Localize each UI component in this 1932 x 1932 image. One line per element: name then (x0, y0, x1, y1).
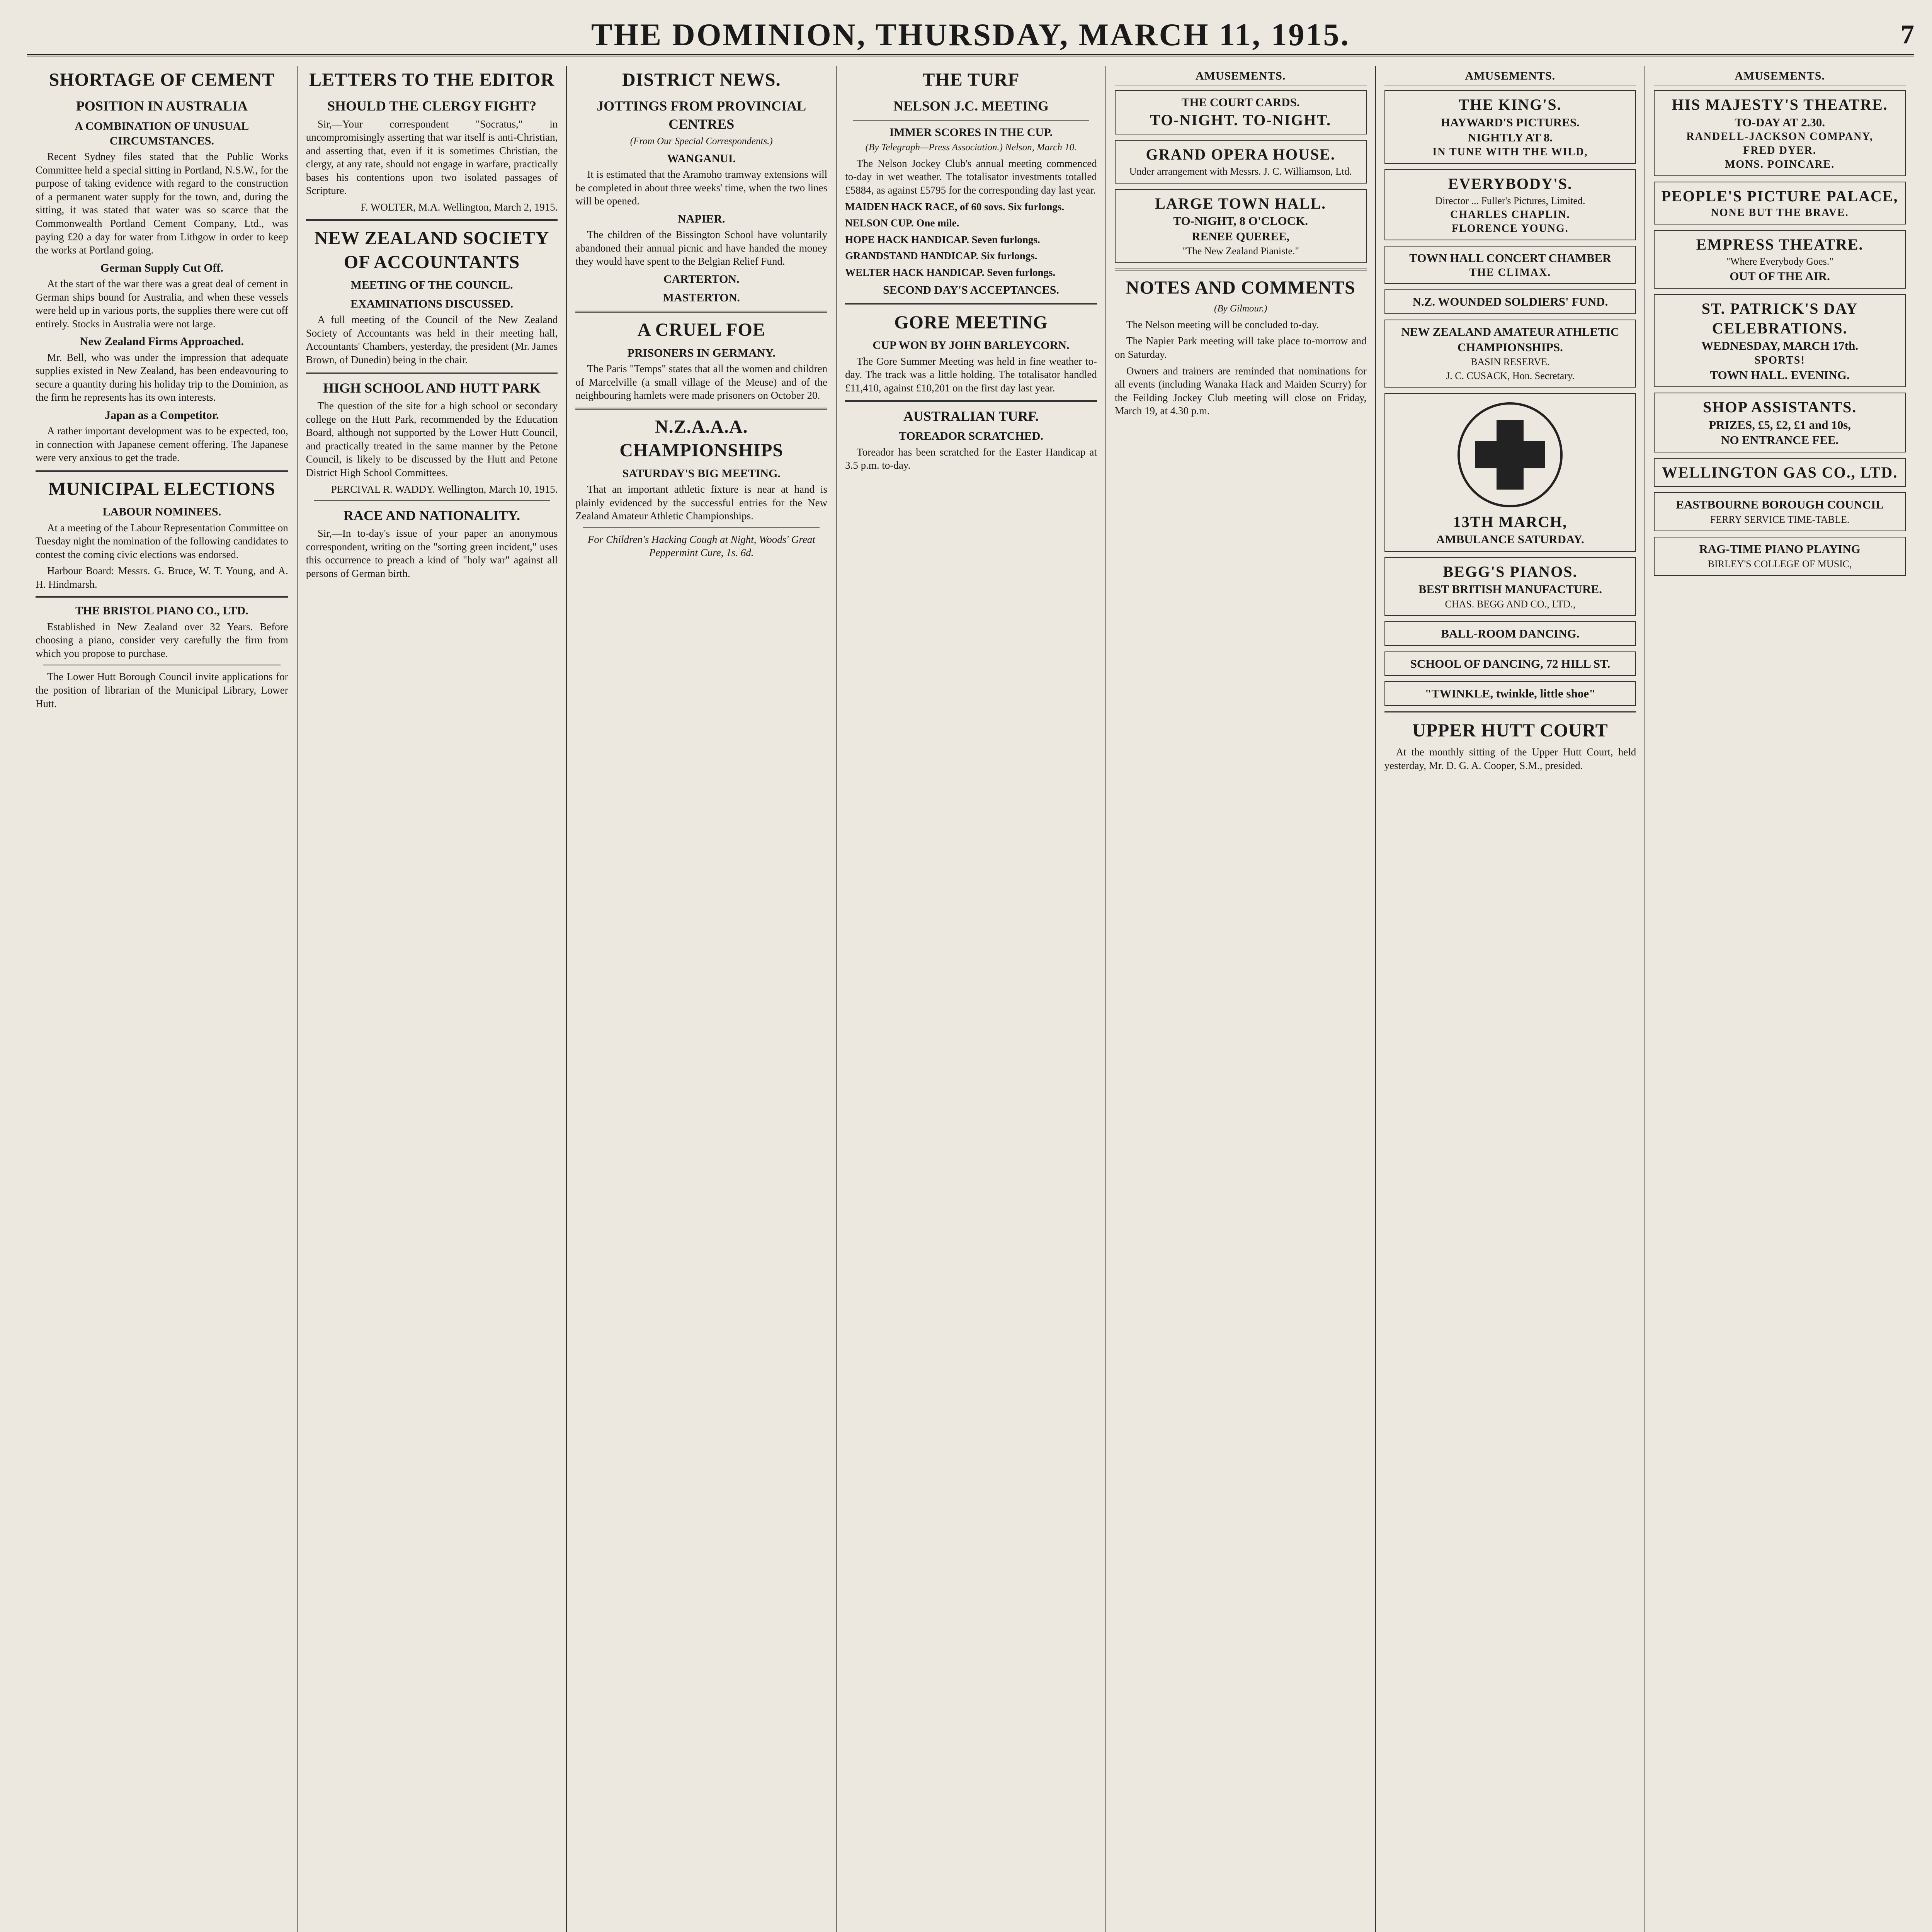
deck-combination: A COMBINATION OF UNUSUAL CIRCUMSTANCES. (75, 119, 249, 147)
headline-race: RACE AND NATIONALITY. (344, 508, 520, 524)
crosshead: New Zealand Firms Approached. (80, 335, 244, 348)
article-paragraph: At a meeting of the Labour Representation Committee on Tuesday night the nomination of the following candidates to contest the coming civic elections was endorsed. (36, 522, 288, 560)
ad-shoe-shine: "TWINKLE, twinkle, little shoe" (1384, 681, 1636, 706)
subhead-jottings: JOTTINGS FROM PROVINCIAL CENTRES (597, 98, 806, 132)
headline-municipal: MUNICIPAL ELECTIONS (48, 478, 276, 499)
byline: (By Gilmour.) (1214, 303, 1267, 314)
ad-ragtime: RAG-TIME PIANO PLAYING BIRLEY'S COLLEGE OF MUSIC, (1654, 537, 1906, 576)
race-heading: WELTER HACK HANDICAP. Seven furlongs. (845, 266, 1056, 278)
subhead-labour: LABOUR NOMINEES. (102, 505, 221, 519)
article-paragraph: The Nelson meeting will be concluded to-day. (1126, 318, 1319, 330)
notice-text: The Lower Hutt Borough Council invite applications for the position of librarian of the Municipal Library, Lower Hutt. (36, 671, 288, 709)
crosshead: Japan as a Competitor. (105, 408, 219, 422)
article-paragraph: The Gore Summer Meeting was held in fine weather to-day. The track was a little holding. The totalisator handled £11,410, against £10,201 on the first day last year. (845, 355, 1097, 394)
race-heading: NELSON CUP. One mile. (845, 217, 959, 229)
article-paragraph: Harbour Board: Messrs. G. Bruce, W. T. Young, and A. H. Hindmarsh. (36, 565, 288, 590)
headline-district: DISTRICT NEWS. (622, 70, 781, 90)
column-6 (1375, 66, 1645, 1932)
article-paragraph: The Napier Park meeting will take place to-morrow and on Saturday. (1114, 335, 1367, 361)
letter-paragraph: Sir,—In to-day's issue of your paper an anonymous correspondent, writing on the "sorting green incident," uses this occurrence to preach a kind of "holy war" against all persons of German birth. (306, 527, 558, 579)
ad-beggs-pianos: BEGG'S PIANOS. BEST BRITISH MANUFACTURE. CHAS. BEGG AND CO., LTD., (1384, 557, 1636, 616)
ad-everybodys: EVERYBODY'S. Director ... Fuller's Pictures, Limited. CHARLES CHAPLIN. FLORENCE YOUNG. (1384, 169, 1636, 240)
article-paragraph: At the monthly sitting of the Upper Hutt Court, held yesterday, Mr. D. G. A. Cooper, S.M., presided. (1384, 746, 1636, 771)
subhead-barleycorn: CUP WON BY JOHN BARLEYCORN. (872, 339, 1070, 352)
headline-australian-turf: AUSTRALIAN TURF. (903, 408, 1039, 424)
article-paragraph: Mr. Bell, who was under the impression that adequate supplies existed in New Zealand, has been endeavouring to secure a quantity during his holiday trip to the Dominion, as the firm he represents has its own interests. (36, 351, 288, 403)
headline-turf: THE TURF (922, 70, 1020, 90)
letter-signature: PERCIVAL R. WADDY. Wellington, March 10, 1915. (331, 483, 558, 495)
column-5 (1105, 66, 1375, 1932)
race-heading: MAIDEN HACK RACE, of 60 sovs. Six furlongs. (845, 201, 1065, 213)
subhead-clergy: SHOULD THE CLERGY FIGHT? (327, 98, 537, 114)
byline: (From Our Special Correspondents.) (630, 136, 773, 146)
ad-kings: THE KING'S. HAYWARD'S PICTURES. NIGHTLY AT 8. IN TUNE WITH THE WILD, (1384, 90, 1636, 163)
ad-town-hall: LARGE TOWN HALL. TO-NIGHT, 8 O'CLOCK. RENEE QUEREE, "The New Zealand Pianiste." (1115, 189, 1367, 263)
subhead-examinations: EXAMINATIONS DISCUSSED. (350, 297, 514, 310)
section-amusements: AMUSEMENTS. (1654, 69, 1906, 86)
ad-gas-company: WELLINGTON GAS CO., LTD. (1654, 458, 1906, 487)
article-paragraph: That an important athletic fixture is near at hand is plainly evidenced by the successful entries for the New Zealand Amateur Athletic Championships. (575, 483, 828, 522)
article-paragraph: Toreador has been scratched for the Easter Handicap at 3.5 p.m. to-day. (845, 446, 1097, 471)
crosshead: German Supply Cut Off. (100, 261, 224, 274)
article-paragraph: The children of the Bissington School have voluntarily abandoned their annual picnic and have handed the money they would have spent to the Belgian Relief Fund. (575, 229, 828, 267)
ad-empress: EMPRESS THEATRE. "Where Everybody Goes." OUT OF THE AIR. (1654, 230, 1906, 289)
subhead-prisoners: PRISONERS IN GERMANY. (627, 346, 776, 359)
subhead-nelson: NELSON J.C. MEETING (893, 98, 1049, 114)
column-4 (836, 66, 1105, 1932)
headline-championships: N.Z.A.A.A. CHAMPIONSHIPS (619, 416, 784, 461)
article-paragraph: The question of the site for a high school or secondary college on the Hutt Park, recommended by the Education Board, although not supported by the Lower Hutt Council, and practically treated in the same manner by the Petone Council, is likely to be discussed by the Hutt and Petone District High School Committees. (306, 400, 558, 478)
section-amusements: AMUSEMENTS. (1384, 69, 1636, 86)
ad-wounded-soldiers: N.Z. WOUNDED SOLDIERS' FUND. (1384, 289, 1636, 314)
place-heading: WANGANUI. (667, 152, 736, 165)
page-number: 7 (1901, 20, 1914, 49)
article-paragraph: The Nelson Jockey Club's annual meeting commenced to-day in wet weather. The totalisator investments totalled £5884, as against £5795 for the corresponding day last year. (845, 157, 1097, 196)
ad-ambulance: 13TH MARCH, AMBULANCE SATURDAY. (1384, 393, 1636, 552)
ambulance-emblem-icon (1458, 402, 1563, 507)
article-paragraph: It is estimated that the Aramoho tramway extensions will be completed in about three weeks' time, when the two lines will be opened. (575, 168, 828, 207)
small-ad: For Children's Hacking Cough at Night, Woods' Great Peppermint Cure, 1s. 6d. (587, 533, 815, 559)
place-heading: NAPIER. (678, 212, 725, 225)
column-7 (1645, 66, 1914, 1932)
article-paragraph: Recent Sydney files stated that the Public Works Committee held a special sitting in Portland, N.S.W., for the purpose of taking evidence with regard to the construction of a permanent water supply for the town, and, during the sitting, it was stated that water was so scarce that the Commonwealth Portland Cement Company, Ltd., was paying £20 a day for water from Lithgow in order to keep the works at Portland going. (36, 151, 288, 256)
letter-signature: F. WOLTER, M.A. Wellington, March 2, 1915. (361, 201, 558, 213)
masthead (27, 15, 1914, 56)
headline-letters: LETTERS TO THE EDITOR (309, 70, 555, 90)
subhead-australia: POSITION IN AUSTRALIA (76, 98, 248, 114)
place-heading: MASTERTON. (663, 291, 740, 304)
ad-ballroom: BALL-ROOM DANCING. (1384, 621, 1636, 646)
headline-gore: GORE MEETING (894, 312, 1048, 333)
subhead-acceptances: SECOND DAY'S ACCEPTANCES. (883, 284, 1059, 297)
ad-concert-chamber: TOWN HALL CONCERT CHAMBER THE CLIMAX. (1384, 246, 1636, 284)
headline-accountants: NEW ZEALAND SOCIETY OF ACCOUNTANTS (314, 228, 549, 272)
headline-cruel-foe: A CRUEL FOE (637, 320, 765, 340)
ad-court-cards: THE COURT CARDS. TO-NIGHT. TO-NIGHT. (1115, 90, 1367, 134)
place-heading: CARTERTON. (663, 272, 740, 286)
paper-title: THE DOMINION, THURSDAY, MARCH 11, 1915. (591, 17, 1350, 52)
headline-high-school: HIGH SCHOOL AND HUTT PARK (323, 380, 541, 396)
headline-notes: NOTES AND COMMENTS (1126, 277, 1355, 298)
race-heading: HOPE HACK HANDICAP. Seven furlongs. (845, 233, 1040, 245)
section-amusements: AMUSEMENTS. (1115, 69, 1367, 86)
ad-peoples-palace: PEOPLE'S PICTURE PALACE, NONE BUT THE BRAVE. (1654, 182, 1906, 224)
article-paragraph: Owners and trainers are reminded that nominations for all events (including Wanaka Hack and Maiden Scurry) for the Feilding Jockey Club meeting will close on Friday, March 19, at 4.30 p.m. (1114, 365, 1367, 417)
race-heading: GRANDSTAND HANDICAP. Six furlongs. (845, 250, 1037, 262)
ad-heading-bristol: THE BRISTOL PIANO CO., LTD. (75, 604, 248, 617)
columns (27, 66, 1914, 1932)
subhead-council: MEETING OF THE COUNCIL. (350, 279, 513, 292)
ad-text: Established in New Zealand over 32 Years. Before choosing a piano, consider very carefully the firm from which you propose to purchase. (36, 621, 288, 659)
ad-his-majestys: HIS MAJESTY'S THEATRE. TO-DAY AT 2.30. RANDELL-JACKSON COMPANY, FRED DYER. MONS. POINCARE. (1654, 90, 1906, 176)
headline-cement: SHORTAGE OF CEMENT (49, 70, 275, 90)
ad-eastbourne-ferry: EASTBOURNE BOROUGH COUNCIL FERRY SERVICE TIME-TABLE. (1654, 492, 1906, 531)
ad-dancing-school: SCHOOL OF DANCING, 72 HILL ST. (1384, 651, 1636, 676)
ad-athletic-championships: NEW ZEALAND AMATEUR ATHLETIC CHAMPIONSHIPS. BASIN RESERVE. J. C. CUSACK, Hon. Secretary. (1384, 320, 1636, 388)
subhead-big-meeting: SATURDAY'S BIG MEETING. (622, 467, 781, 480)
article-paragraph: A full meeting of the Council of the New Zealand Society of Accountants was held in their meeting hall, Accountants' Chambers, yesterday, the president (Mr. James Brown, of Dunedin) being in the chair. (306, 314, 558, 366)
subhead-immer: IMMER SCORES IN THE CUP. (889, 126, 1053, 139)
article-paragraph: The Paris "Temps" states that all the women and children of Marcelville (a small village of the Meuse) and of the neighbouring hamlets were made prisoners on October 20. (575, 363, 828, 401)
article-paragraph: A rather important development was to be expected, too, in connection with Japanese cement offering. The Japanese were very anxious to get the trade. (36, 425, 288, 464)
article-paragraph: At the start of the war there was a great deal of cement in German ships bound for Australia, and when these vessels were held up in various ports, the supplies there were cut off entirely. Stocks in Australia were not large. (36, 278, 288, 330)
ad-opera-house: GRAND OPERA HOUSE. Under arrangement with Messrs. J. C. Williamson, Ltd. (1115, 140, 1367, 183)
letter-paragraph: Sir,—Your correspondent "Socratus," in uncompromisingly asserting that war itself is anti-Christian, and asserting that, even if it is sometimes Christian, the clergy, at any rate, should not engage in warfare, practically bases his contentions upon two isolated passages of Scripture. (306, 118, 558, 197)
headline-upper-hutt: UPPER HUTT COURT (1412, 720, 1608, 741)
column-1 (27, 66, 297, 1932)
ad-shop-assistants: SHOP ASSISTANTS. PRIZES, £5, £2, £1 and 10s, NO ENTRANCE FEE. (1654, 393, 1906, 452)
column-3 (566, 66, 836, 1932)
byline: (By Telegraph—Press Association.) Nelson, March 10. (865, 142, 1077, 153)
column-2 (297, 66, 566, 1932)
subhead-toreador: TOREADOR SCRATCHED. (899, 430, 1043, 443)
ad-st-patricks: ST. PATRICK'S DAY CELEBRATIONS. WEDNESDAY, MARCH 17th. SPORTS! TOWN HALL. EVENING. (1654, 294, 1906, 388)
